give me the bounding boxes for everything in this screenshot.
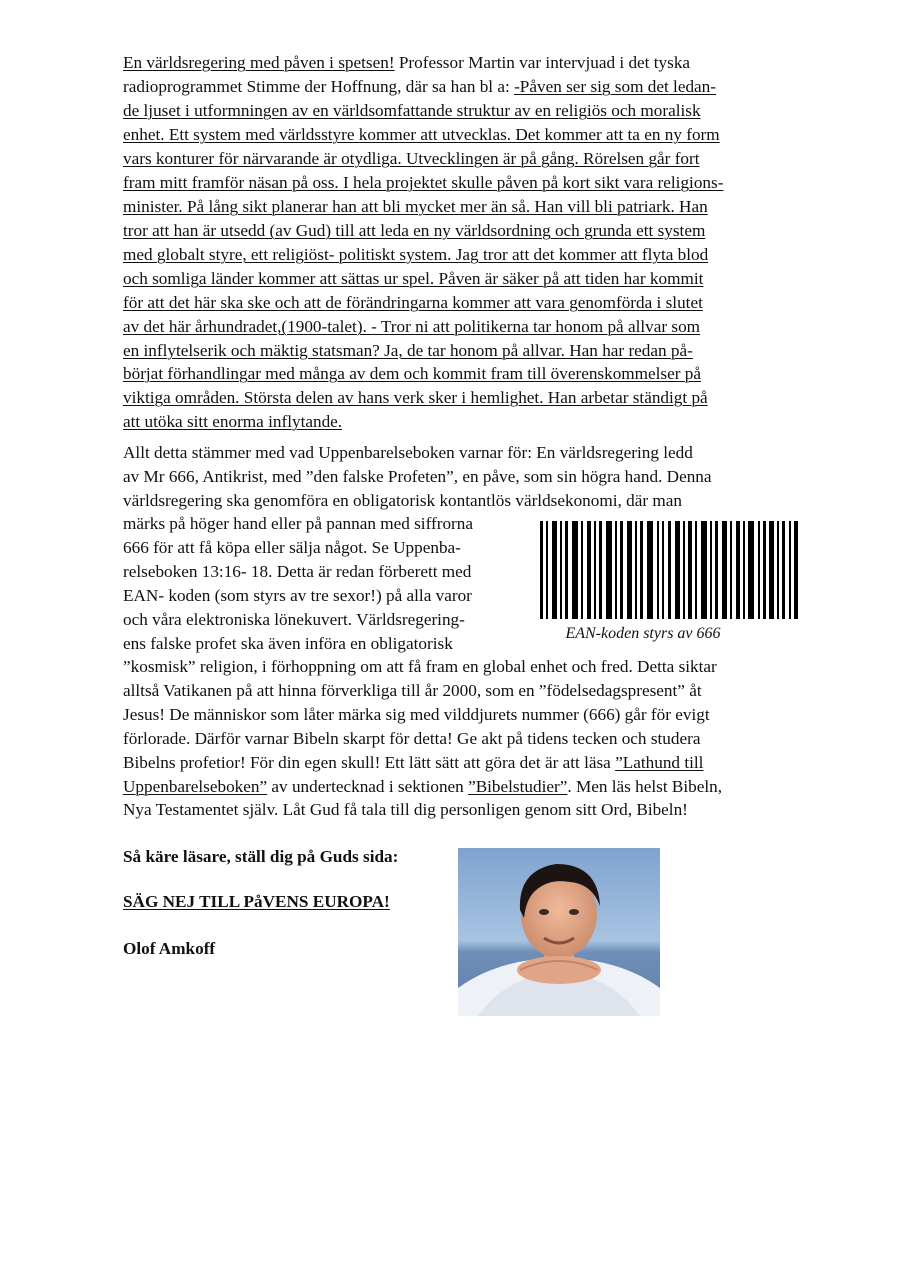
p1-line-14: börjat förhandlingar med många av dem och kommit fram till överenskommelser på (123, 364, 701, 383)
p1-line-9: med globalt styre, ett religiöst- politiskt system. Jag tror att det kommer att flyta blod (123, 245, 709, 264)
p1-line-3: de ljuset i utformningen av en världsomfattande struktur av en religiös och moralisk (123, 101, 701, 120)
p2-line-16: Nya Testamentet själv. Låt Gud få tala till dig personligen genom sitt Ord, Bibeln! (123, 800, 688, 819)
p2-line-11: alltså Vatikanen på att hinna förverkliga till år 2000, som en ”födelsedagspresent” åt (123, 681, 702, 700)
p1-line-8: tror att han är utsedd (av Gud) till att leda en ny världsordning och grunda ett system (123, 221, 706, 240)
p1-line-16: att utöka sitt enorma inflytande. (123, 412, 343, 431)
p2-line-2: av Mr 666, Antikrist, med ”den falske Profeten”, en påve, som sin högra hand. Denna (123, 467, 712, 486)
p1-line-6: fram mitt framför näsan på oss. I hela projektet skulle påven på kort sikt vara religions- (123, 173, 724, 192)
closing-slogan: SÄG NEJ TILL PåVENS EUROPA! (123, 892, 390, 911)
p1-line-5: vars konturer för närvarande är otydliga. Utvecklingen är på gång. Rörelsen går fort (123, 149, 700, 168)
headline-link: En världsregering med påven i spetsen! (123, 53, 395, 72)
p2-line-7: EAN- koden (som styrs av tre sexor!) på alla varor (123, 586, 472, 605)
ean-barcode (540, 521, 798, 619)
p1-line-2: radioprogrammet Stimme der Hoffnung, där sa han bl a: -Påven ser sig som det ledan- (123, 77, 716, 96)
p1-line-10: och somliga länder kommer att sättas ur spel. Påven är säker på att tiden har kommit (123, 269, 704, 288)
p2-line-4: märks på höger hand eller på pannan med siffrorna (123, 514, 473, 533)
p2-line-10: ”kosmisk” religion, i förhoppning om att få fram en global enhet och fred. Detta siktar (123, 657, 717, 676)
p1-line-12: av det här århundradet,(1900-talet). - Tror ni att politikerna tar honom på allvar som (123, 317, 701, 336)
p1-line-15: viktiga områden. Största delen av hans verk sker i hemlighet. Han arbetar ständigt på (123, 388, 708, 407)
p2-line-6: relseboken 13:16- 18. Detta är redan förberett med (123, 562, 472, 581)
p1-line-7: minister. På lång sikt planerar han att bli mycket mer än så. Han vill bli patriark. Han (123, 197, 708, 216)
p1-line-13: en inflytelserik och mäktig statsman? Ja, de tar honom på allvar. Han har redan på- (123, 341, 693, 360)
p2-line-1: Allt detta stämmer med vad Uppenbarelseboken varnar för: En världsregering ledd (123, 443, 693, 462)
p2-line-8: och våra elektroniska lönekuvert. Världsregering- (123, 610, 465, 629)
p1-line-11: för att det här ska ske och att de förändringarna kommer att vara genomförda i slutet (123, 293, 703, 312)
p2-line-3: världsregering ska genomföra en obligatorisk kontantlös världsekonomi, där man (123, 491, 682, 510)
p2-line-12: Jesus! De människor som låter märka sig med vilddjurets nummer (666) går för evigt (123, 705, 710, 724)
p1-line-4: enhet. Ett system med världsstyre kommer att utvecklas. Det kommer att ta en ny form (123, 125, 720, 144)
p2-line-13: förlorade. Därför varnar Bibeln skarpt för detta! Ge akt på tidens tecken och studera (123, 729, 701, 748)
p2-line-15: Uppenbarelseboken” av undertecknad i sektionen ”Bibelstudier”. Men läs helst Bibeln, (123, 777, 723, 796)
p2-line-14: Bibelns profetior! För din egen skull! Ett lätt sätt att göra det är att läsa ”Lathund till (123, 753, 704, 772)
uppenbarelseboken-link[interactable]: Uppenbarelseboken” (123, 777, 268, 796)
p2-line-9: ens falske profet ska även införa en obligatorisk (123, 634, 453, 653)
p2-line-5: 666 för att få köpa eller sälja något. Se Uppenba- (123, 538, 461, 557)
author-signature: Olof Amkoff (123, 939, 216, 958)
lathund-link[interactable]: ”Lathund till (615, 753, 704, 772)
barcode-caption: EAN-koden styrs av 666 (565, 625, 721, 642)
bibelstudier-link[interactable]: ”Bibelstudier” (468, 777, 568, 796)
author-photo (458, 848, 660, 1016)
p1-line-1: En världsregering med påven i spetsen! Professor Martin var intervjuad i det tyska (123, 53, 691, 72)
closing-appeal: Så käre läsare, ställ dig på Guds sida: (123, 847, 399, 866)
